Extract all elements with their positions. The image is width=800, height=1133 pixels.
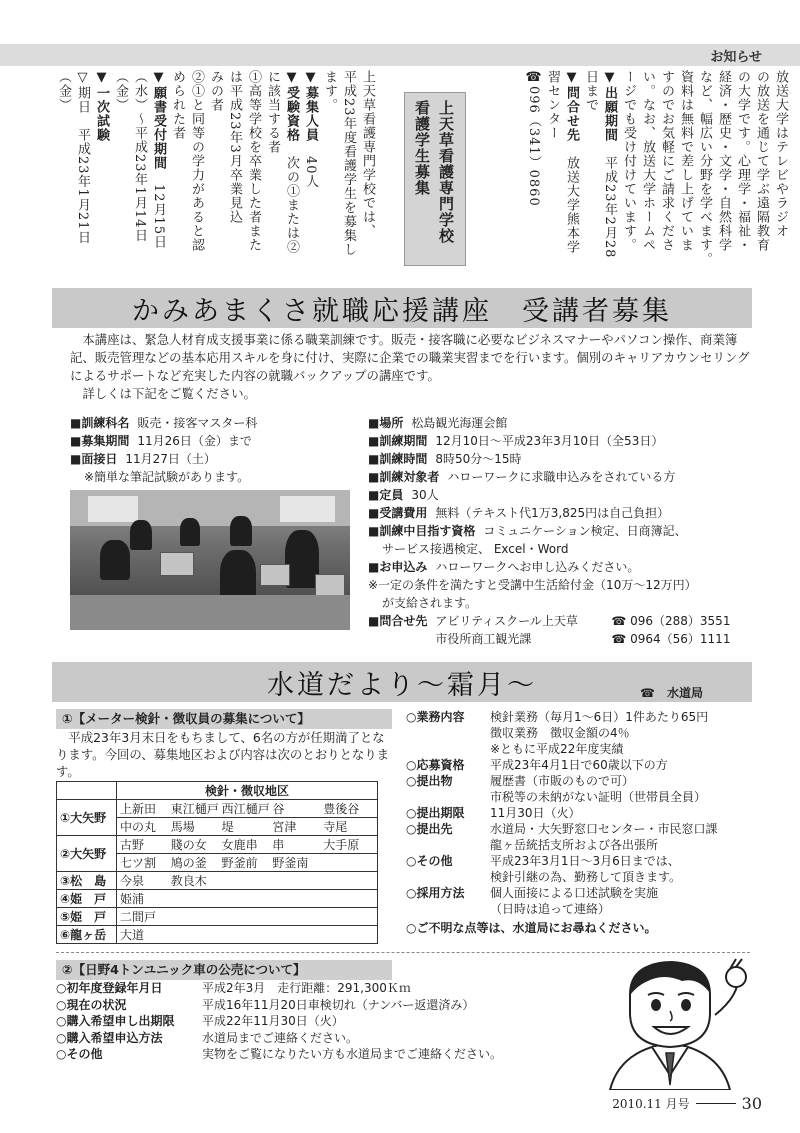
truck-row (56, 1030, 502, 1047)
area-cell: 賤の女 (170, 838, 207, 852)
info-key: ■面接日 (70, 452, 118, 466)
area-cell: 野釜前 (221, 856, 258, 870)
condition-key: ○提出期限 (406, 806, 465, 820)
area-cell: 鳩の釜 (170, 856, 207, 870)
area-cell: 西江樋戸 (221, 802, 270, 816)
seminar-info-right (368, 414, 730, 648)
water-title: 水道だより～霜月～ (267, 669, 537, 701)
water-phone: ☎ 水道局 (640, 686, 703, 700)
benefit-note: が支給されます。 (382, 596, 478, 610)
table-row (57, 926, 378, 944)
condition-key: ○採用方法 (406, 886, 465, 900)
condition-key (406, 741, 490, 757)
table-header: 検針・徴収地区 (117, 782, 378, 800)
classroom-photo (70, 490, 350, 630)
area-cell: 七ツ割 (120, 856, 157, 870)
contact-name: アビリティスクール上天草 (435, 614, 578, 628)
inquiry-note: ○ご不明な点等は、水道局にお尋ねください。 (406, 921, 657, 935)
condition-key: ○応募資格 (406, 758, 465, 772)
condition-value: 市税等の未納がない証明（世帯員全員） (490, 790, 707, 804)
area-cell: 姫浦 (117, 890, 378, 908)
info-key: ■訓練期間 (368, 434, 428, 448)
district-name: ②大矢野 (57, 836, 117, 872)
info-key: ■募集期間 (70, 434, 130, 448)
condition-key (406, 869, 490, 885)
qualification-line: ①高等学校を卒業した者また (246, 70, 261, 252)
footer-rule (696, 1103, 736, 1104)
info-value: ハローワークに求職申込みをされている方 (447, 470, 676, 484)
info-key: ■訓練科名 (70, 416, 130, 430)
qualification-line: みの者 (208, 70, 223, 112)
table-row (57, 890, 378, 908)
section-divider (56, 952, 750, 953)
application-period-value2: 日まで (583, 70, 598, 112)
acceptance-line: （水）～平成23年1月14日 (132, 70, 147, 243)
condition-value: （日時は追って連絡） (490, 902, 611, 916)
nursing-intro: 上天草看護専門学校では、 (360, 70, 375, 238)
condition-row (406, 789, 756, 805)
area-cell: 野釜南 (272, 856, 309, 870)
info-value: 11月27日（土） (125, 452, 216, 466)
truck-key: ○購入希望申し出期限 (56, 1014, 175, 1028)
condition-value: 水道局・大矢野窓口センター・市民窓口課 (490, 822, 718, 836)
truck-value: 平成16年11月20日車検切れ（ナンバー返還済み） (202, 997, 475, 1012)
contact-value: 放送大学熊本学 (564, 156, 579, 254)
table-row (57, 800, 378, 818)
condition-row (406, 837, 756, 853)
university-notice (524, 70, 790, 282)
truck-row (56, 997, 502, 1014)
header-bar (0, 44, 800, 66)
qualification-line: ②①と同等の学力があると認 (189, 70, 204, 252)
area-cell: 古野 (120, 838, 145, 852)
condition-value: 検針業務（毎月1～6日）1件あたり65円 (490, 710, 709, 724)
nursing-notice (54, 70, 377, 282)
condition-value: 検針引継の為、勤務して頂きます。 (490, 870, 682, 884)
condition-value: 個人面接による口述試験を実施 (490, 886, 659, 900)
area-cell: 谷 (272, 802, 285, 816)
area-cell: 東江樋戸 (170, 802, 219, 816)
contact-label: ▼問合せ先 (564, 70, 579, 142)
truck-value: 平成22年11月30日（火） (202, 1014, 344, 1028)
district-name: ③松 島 (57, 872, 117, 890)
condition-key (406, 837, 490, 853)
recruitment-conditions (406, 709, 756, 936)
mascot-man-illustration (590, 955, 750, 1090)
area-cell: 宮津 (272, 820, 297, 834)
condition-row (406, 725, 756, 741)
district-name: ①大矢野 (57, 800, 117, 836)
info-value-cont: サービス接遇検定、 Excel・Word (382, 542, 569, 556)
meter-section-title: ①【メーター検針・徴収員の募集について】 (56, 709, 392, 729)
benefit-note: ※一定の条件を満たすと受講中生活給付金（10万～12万円） (368, 578, 697, 592)
area-cell: 串 (272, 838, 285, 852)
district-name: ④姫 戸 (57, 890, 117, 908)
area-cell: 今泉 (120, 874, 145, 888)
acceptance-value: 12月15日 (151, 184, 166, 250)
page-number: 30 (741, 1094, 762, 1113)
qualification-line: められた者 (170, 70, 185, 140)
acceptance-line: （金） (113, 70, 128, 112)
exam-line: ▽期日 平成23年1月21日 (75, 70, 90, 245)
condition-row (406, 805, 756, 821)
info-value: 11月26日（金）まで (137, 434, 252, 448)
exam-line: （金） (56, 70, 71, 112)
qualification-line: は平成23年3月卒業見込 (227, 70, 242, 224)
condition-key (406, 789, 490, 805)
truck-key: ○初年度登録年月日 (56, 981, 163, 995)
district-name: ⑥龍ヶ岳 (57, 926, 117, 944)
condition-key (406, 725, 490, 741)
seminar-description (70, 331, 750, 403)
condition-row (406, 885, 756, 901)
condition-key: ○提出先 (406, 822, 453, 836)
condition-value: 平成23年4月1日で60歳以下の方 (490, 758, 668, 772)
info-value: コミュニケーション検定、日商簿記、 (483, 524, 687, 538)
table-row (57, 908, 378, 926)
condition-row (406, 773, 756, 789)
seminar-title: かみあまくさ就職応援講座 受講者募集 (132, 295, 672, 327)
district-table (56, 781, 378, 944)
info-key: ■定員 (368, 488, 404, 502)
info-value: 30人 (411, 488, 439, 502)
truck-row (56, 980, 502, 997)
area-cell: 豊後谷 (323, 802, 360, 816)
truck-row (56, 1046, 502, 1063)
area-cell: 中の丸 (120, 820, 157, 834)
truck-row (56, 1013, 502, 1030)
info-value: 8時50分～15時 (435, 452, 522, 466)
condition-key: ○その他 (406, 854, 453, 868)
area-cell: 大道 (117, 926, 378, 944)
qualification-label: ▼受験資格 (284, 70, 299, 142)
truck-key: ○現在の状況 (56, 997, 127, 1012)
condition-row (406, 901, 756, 917)
truck-details (56, 980, 502, 1063)
condition-row (406, 757, 756, 773)
qualification-line: に該当する者 (265, 70, 280, 154)
truck-value: 実物をご覧になりたい方も水道局までご連絡ください。 (202, 1047, 503, 1061)
area-cell (323, 854, 374, 871)
info-key: ■訓練対象者 (368, 470, 440, 484)
info-value: 松島観光海運会館 (411, 416, 508, 430)
contact-value2: 習センター (545, 70, 560, 140)
area-cell: 二間戸 (117, 908, 378, 926)
university-line: の大学です。心理学・福祉・ (735, 70, 750, 252)
contact-phone: ☎ 096（288）3551 (611, 614, 731, 628)
area-cell: 寺尾 (323, 820, 348, 834)
info-value: 販売・接客マスター科 (137, 416, 258, 430)
university-line: ージでも受け付けています。 (621, 70, 636, 252)
contact-phone: ☎096（341）0860 (526, 70, 541, 207)
info-key: ■場所 (368, 416, 404, 430)
condition-key: ○提出物 (406, 774, 453, 788)
info-key: ■受講費用 (368, 506, 428, 520)
contact-phone: ☎ 0964（56）1111 (611, 632, 731, 646)
application-period-value: 平成23年2月28 (602, 156, 617, 259)
info-key: ■訓練時間 (368, 452, 428, 466)
university-line: 資料は無料で差し上げていま (678, 70, 693, 252)
nursing-intro: ます。 (322, 70, 337, 112)
area-cell: 教良木 (170, 874, 207, 888)
condition-value: 徴収業務 徴収金額の4％ (490, 726, 630, 740)
acceptance-label: ▼願書受付期間 (151, 70, 166, 170)
district-name: ⑤姫 戸 (57, 908, 117, 926)
area-cell: 女鹿串 (221, 838, 258, 852)
exam-label: ▼一次試験 (94, 70, 109, 142)
recruit-value: 40人 (303, 156, 318, 189)
contact-name: 市役所商工観光課 (435, 632, 532, 646)
meter-description (56, 729, 392, 780)
seminar-info-left (70, 414, 257, 486)
condition-key: ○業務内容 (406, 710, 465, 724)
info-value: 無料（テキスト代1万3,825円は自己負担） (435, 506, 670, 520)
recruit-label: ▼募集人員 (303, 70, 318, 142)
nursing-intro: 平成23年度看護学生を募集し (341, 70, 356, 257)
condition-value: 龍ヶ岳統括支所および各出張所 (490, 838, 659, 852)
info-note: ※簡単な筆記試験があります。 (84, 470, 250, 484)
table-row (57, 836, 378, 854)
condition-row (406, 709, 756, 725)
university-line: 放送大学はテレビやラジオ (773, 70, 788, 238)
apply-key: ■お申込み (368, 560, 428, 574)
condition-row (406, 741, 756, 757)
truck-key: ○購入希望申込方法 (56, 1030, 163, 1045)
area-cell: 大手原 (323, 838, 360, 852)
seminar-para: 本講座は、緊急人材育成支援事業に係る職業訓練です。販売・接客職に必要なビジネスマナーやパソコン操作、商業簿記、販売管理などの基本応用スキルを身に付け、実際に企業での職業実習までを行います。個別のキャリアカウンセリングによるサポートなど充実した内容の就職バックアップの講座です。 (70, 332, 750, 383)
meter-para: 平成23年3月末日をもちまして、6名の方が任期満了となります。今回の、募集地区および内容は次のとおりとなります。 (56, 730, 390, 779)
page-footer (612, 1094, 762, 1113)
university-line: など、幅広い分野を学べます。 (697, 70, 712, 266)
nursing-title (410, 100, 458, 244)
area-cell: 堤 (221, 820, 234, 834)
truck-value: 平成2年3月 走行距離：291,300Ｋｍ (202, 981, 411, 995)
area-cell: 馬場 (170, 820, 195, 834)
seminar-banner (52, 288, 752, 328)
section-label: お知らせ (710, 50, 762, 65)
qualification-value: 次の①または② (284, 156, 299, 254)
condition-value: 平成23年3月1日～3月6日までは、 (490, 854, 680, 868)
condition-row (406, 869, 756, 885)
table-row (57, 872, 378, 890)
truck-value: 水道局までご連絡ください。 (202, 1030, 359, 1045)
university-line: の放送を通じて学ぶ遠隔教育 (754, 70, 769, 252)
condition-value: ※ともに平成22年度実績 (490, 742, 624, 756)
condition-key (406, 901, 490, 917)
condition-row (406, 821, 756, 837)
condition-value: 履歴書（市販のもので可） (490, 774, 635, 788)
info-key: ■訓練中目指す資格 (368, 524, 476, 538)
truck-key: ○その他 (56, 1047, 103, 1061)
university-line: 経済・歴史・文学・自然科学 (716, 70, 731, 252)
application-period-label: ▼出願期間 (602, 70, 617, 142)
condition-row (406, 853, 756, 869)
area-cell: 上新田 (120, 802, 157, 816)
university-line: い。なお、放送大学ホームペ (640, 70, 655, 252)
condition-value: 11月30日（火） (490, 806, 581, 820)
issue-label: 2010.11 月号 (612, 1097, 690, 1111)
university-line: すのでお気軽にご請求くださ (659, 70, 674, 252)
seminar-para: 詳しくは下記をご覧ください。 (82, 386, 256, 401)
truck-section-title: ②【日野4トンユニック車の公売について】 (56, 960, 392, 980)
apply-value: ハローワークへお申し込みください。 (435, 560, 640, 574)
contact-key: ■問合せ先 (368, 614, 428, 628)
nursing-title-line2: 看護学生募集 (413, 100, 431, 196)
info-value: 12月10日～平成23年3月10日（全53日） (435, 434, 664, 448)
nursing-title-line1: 上天草看護専門学校 (437, 100, 455, 244)
